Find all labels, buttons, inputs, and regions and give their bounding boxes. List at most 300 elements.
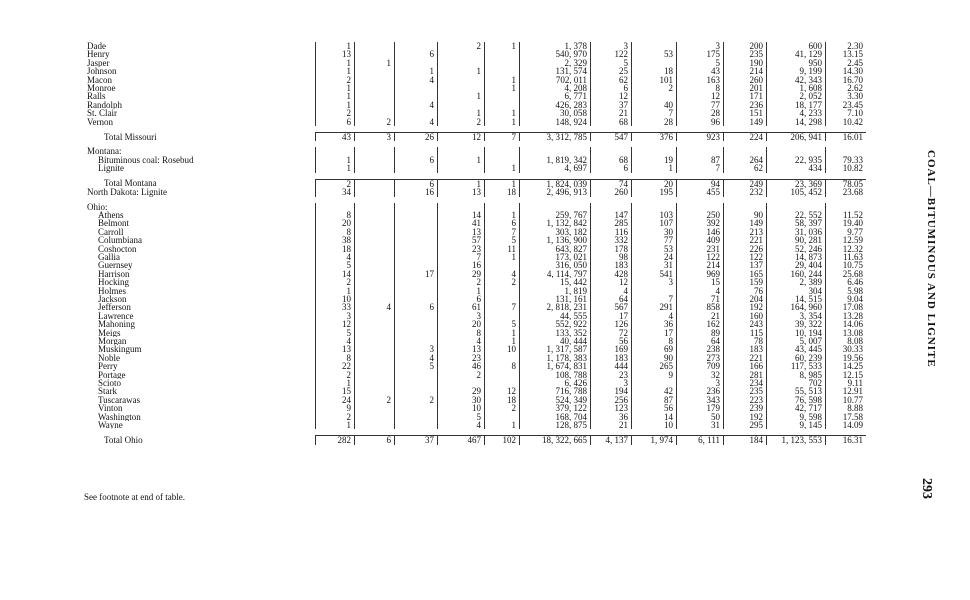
cell-col-1: 34	[316, 188, 355, 196]
cell-col-8: 4	[632, 312, 677, 320]
cell-col-5	[485, 50, 520, 58]
cell-col-1: 20	[316, 219, 355, 227]
cell-col-7: 68	[591, 118, 632, 126]
cell-col-3	[395, 84, 438, 92]
cell-col-9: 6, 111	[677, 436, 724, 445]
cell-col-12: 9.04	[826, 295, 867, 303]
cell-col-5: 2	[485, 404, 520, 412]
cell-col-6: 15, 442	[520, 278, 591, 286]
row-label: Carroll	[98, 227, 124, 237]
row-label: Portage	[98, 370, 126, 380]
cell-col-4: 30	[438, 396, 485, 404]
cell-col-3	[395, 228, 438, 236]
cell-col-3	[395, 211, 438, 219]
cell-col-10: 184	[724, 436, 767, 445]
table-row	[84, 345, 866, 353]
cell-col-12: 10.75	[826, 261, 867, 269]
cell-col-1: 10	[316, 295, 355, 303]
cell-col-7: 6	[591, 164, 632, 172]
cell-col-10: 200	[724, 42, 767, 50]
table-row	[84, 295, 866, 303]
cell-col-12: 16.01	[826, 133, 867, 142]
cell-col-6: 30, 058	[520, 109, 591, 117]
cell-col-8: 10	[632, 421, 677, 429]
cell-col-10: 78	[724, 337, 767, 345]
row-label: Noble	[98, 353, 120, 363]
cell-col-1: 1	[316, 156, 355, 164]
row-label: Ralls	[87, 92, 106, 101]
cell-col-11: 1, 123, 553	[767, 436, 826, 445]
cell-col-3	[395, 219, 438, 227]
cell-col-4: 57	[438, 236, 485, 244]
row-label: Total Montana	[104, 179, 157, 189]
cell-col-11: 164, 960	[767, 303, 826, 311]
cell-col-2: 6	[355, 436, 395, 445]
cell-col-5	[485, 67, 520, 75]
cell-col-6: 2, 329	[520, 59, 591, 67]
row-label: Total Ohio	[104, 435, 143, 445]
cell-col-11: 3, 354	[767, 312, 826, 320]
cell-col-6: 552, 922	[520, 320, 591, 328]
row-label: Total Missouri	[104, 132, 157, 142]
cell-col-12: 13.15	[826, 50, 867, 58]
row-label: Lignite	[98, 164, 124, 173]
cell-col-11: 14, 515	[767, 295, 826, 303]
cell-col-7: 4, 137	[591, 436, 632, 445]
cell-col-10: 213	[724, 228, 767, 236]
cell-col-11	[767, 203, 826, 211]
cell-col-5: 1	[485, 76, 520, 84]
cell-col-9: 28	[677, 109, 724, 117]
cell-col-9: 343	[677, 396, 724, 404]
cell-col-3	[395, 287, 438, 295]
cell-col-1: 2	[316, 109, 355, 117]
cell-col-1: 12	[316, 320, 355, 328]
cell-col-12: 79.33	[826, 156, 867, 164]
cell-col-11: 42, 343	[767, 76, 826, 84]
cell-col-1: 8	[316, 211, 355, 219]
cell-col-4: 1	[438, 156, 485, 164]
row-label: Stark	[98, 387, 117, 396]
cell-col-11: 600	[767, 42, 826, 50]
cell-col-12: 23.45	[826, 101, 867, 109]
cell-col-9: 455	[677, 188, 724, 196]
cell-col-7: 21	[591, 109, 632, 117]
cell-col-5: 7	[485, 133, 520, 142]
cell-col-12: 78.05	[826, 179, 867, 188]
running-head: COAL—BITUMINOUS AND LIGNITE	[925, 150, 937, 368]
row-label: Jefferson	[98, 303, 131, 312]
table-row	[84, 92, 866, 100]
cell-col-8: 7	[632, 295, 677, 303]
cell-col-7: 56	[591, 337, 632, 345]
cell-col-8	[632, 59, 677, 67]
cell-col-5: 6	[485, 219, 520, 227]
cell-col-2	[355, 147, 395, 155]
cell-col-2	[355, 109, 395, 117]
row-label: Columbiana	[98, 236, 142, 245]
table-row	[84, 50, 866, 58]
cell-col-12: 8.88	[826, 404, 867, 412]
cell-col-2	[355, 228, 395, 236]
cell-col-7: 116	[591, 228, 632, 236]
cell-col-3: 2	[395, 396, 438, 404]
cell-col-6: 643, 827	[520, 245, 591, 253]
cell-col-8: 28	[632, 118, 677, 126]
row-label: Perry	[98, 362, 118, 371]
cell-col-4: 2	[438, 42, 485, 50]
cell-col-4: 2	[438, 278, 485, 286]
cell-col-2	[355, 387, 395, 395]
cell-col-3: 4	[395, 118, 438, 126]
cell-col-9: 94	[677, 179, 724, 188]
cell-col-6: 3, 312, 785	[520, 133, 591, 142]
cell-col-1: 1	[316, 287, 355, 295]
cell-col-6: 6, 426	[520, 379, 591, 387]
cell-col-3	[395, 421, 438, 429]
cell-col-1: 1	[316, 164, 355, 172]
cell-col-9: 923	[677, 133, 724, 142]
cell-col-11: 52, 246	[767, 245, 826, 253]
row-label: Jackson	[98, 294, 127, 304]
cell-col-6: 133, 352	[520, 329, 591, 337]
cell-col-12: 10.77	[826, 396, 867, 404]
cell-col-3	[395, 236, 438, 244]
cell-col-6: 259, 767	[520, 211, 591, 219]
row-label: Guernsey	[98, 261, 133, 270]
cell-col-7	[591, 147, 632, 155]
cell-col-10: 201	[724, 84, 767, 92]
row-label: North Dakota: Lignite	[87, 188, 167, 197]
table-row	[84, 76, 866, 84]
cell-col-7: 12	[591, 92, 632, 100]
cell-col-6: 1, 317, 587	[520, 345, 591, 353]
row-label: Jasper	[87, 58, 110, 68]
cell-col-11: 22, 935	[767, 156, 826, 164]
cell-col-10: 204	[724, 295, 767, 303]
cell-col-10: 249	[724, 179, 767, 188]
table-row	[84, 261, 866, 269]
cell-col-12: 25.68	[826, 270, 867, 278]
cell-col-6: 1, 378	[520, 42, 591, 50]
cell-col-3	[395, 147, 438, 155]
cell-col-2	[355, 379, 395, 387]
cell-col-8: 53	[632, 245, 677, 253]
page-number: 293	[919, 478, 934, 499]
cell-col-6: 2, 496, 913	[520, 188, 591, 196]
cell-col-8: 36	[632, 320, 677, 328]
table-row	[84, 362, 866, 370]
cell-col-9: 238	[677, 345, 724, 353]
cell-col-7: 122	[591, 50, 632, 58]
cell-col-7: 25	[591, 67, 632, 75]
cell-col-10	[724, 203, 767, 211]
cell-col-9: 392	[677, 219, 724, 227]
cell-col-5: 7	[485, 228, 520, 236]
cell-col-9: 122	[677, 253, 724, 261]
cell-col-4	[438, 203, 485, 211]
cell-col-9: 64	[677, 337, 724, 345]
cell-col-10: 281	[724, 371, 767, 379]
cell-col-6: 108, 788	[520, 371, 591, 379]
cell-col-7: 147	[591, 211, 632, 219]
cell-col-2	[355, 156, 395, 164]
cell-col-5: 1	[485, 329, 520, 337]
cell-col-6: 1, 178, 383	[520, 354, 591, 362]
row-label: Tuscarawas	[98, 395, 141, 405]
cell-col-10: 171	[724, 92, 767, 100]
cell-col-11: 206, 941	[767, 133, 826, 142]
cell-col-2	[355, 76, 395, 84]
cell-col-9: 77	[677, 101, 724, 109]
cell-col-4: 46	[438, 362, 485, 370]
cell-col-1: 8	[316, 228, 355, 236]
cell-col-11: 55, 513	[767, 387, 826, 395]
cell-col-11: 43, 445	[767, 345, 826, 353]
cell-col-1: 15	[316, 387, 355, 395]
cell-col-12: 7.10	[826, 109, 867, 117]
cell-col-9: 89	[677, 329, 724, 337]
row-label: Holmes	[98, 286, 126, 295]
table-row	[84, 156, 866, 164]
cell-col-3	[395, 404, 438, 412]
table-row	[84, 287, 866, 295]
cell-col-2	[355, 92, 395, 100]
cell-col-10: 151	[724, 109, 767, 117]
cell-col-5: 2	[485, 278, 520, 286]
cell-col-7: 183	[591, 261, 632, 269]
cell-col-1: 1	[316, 42, 355, 50]
cell-col-7: 68	[591, 156, 632, 164]
table-row	[84, 147, 866, 155]
cell-col-6: 44, 555	[520, 312, 591, 320]
cell-col-11: 2, 389	[767, 278, 826, 286]
cell-col-10: 239	[724, 404, 767, 412]
cell-col-7: 169	[591, 345, 632, 353]
table-row	[84, 404, 866, 412]
cell-col-3: 1	[395, 67, 438, 75]
row-label: Morgan	[98, 337, 127, 346]
table-row	[84, 312, 866, 320]
cell-col-8: 541	[632, 270, 677, 278]
cell-col-6: 1, 674, 831	[520, 362, 591, 370]
cell-col-1: 2	[316, 76, 355, 84]
cell-col-12: 11.63	[826, 253, 867, 261]
cell-col-3: 37	[395, 436, 438, 445]
cell-col-8: 1	[632, 164, 677, 172]
table-row	[84, 270, 866, 278]
cell-col-6: 1, 136, 900	[520, 236, 591, 244]
cell-col-9: 273	[677, 354, 724, 362]
cell-col-8: 53	[632, 50, 677, 58]
cell-col-4: 3	[438, 312, 485, 320]
cell-col-12: 17.08	[826, 303, 867, 311]
cell-col-5: 7	[485, 303, 520, 311]
cell-col-3: 3	[395, 345, 438, 353]
cell-col-6: 303, 182	[520, 228, 591, 236]
cell-col-4: 13	[438, 188, 485, 196]
cell-col-2	[355, 211, 395, 219]
table-row	[84, 109, 866, 117]
cell-col-1: 5	[316, 261, 355, 269]
row-label: Lawrence	[98, 311, 134, 321]
cell-col-9: 3	[677, 42, 724, 50]
cell-col-1: 33	[316, 303, 355, 311]
cell-col-7: 36	[591, 413, 632, 421]
cell-col-11: 8, 985	[767, 371, 826, 379]
cell-col-9: 5	[677, 59, 724, 67]
cell-col-5: 12	[485, 387, 520, 395]
cell-col-5	[485, 101, 520, 109]
cell-col-4: 8	[438, 329, 485, 337]
cell-col-10: 122	[724, 253, 767, 261]
cell-col-5: 1	[485, 118, 520, 126]
row-label: Gallia	[98, 252, 120, 262]
table-row	[84, 320, 866, 328]
cell-col-10: 232	[724, 188, 767, 196]
cell-col-1: 1	[316, 421, 355, 429]
cell-col-9: 214	[677, 261, 724, 269]
total-row	[84, 133, 866, 142]
cell-col-1: 1	[316, 101, 355, 109]
cell-col-8: 40	[632, 101, 677, 109]
cell-col-12: 14.30	[826, 67, 867, 75]
cell-col-4: 61	[438, 303, 485, 311]
row-label: Ohio:	[87, 202, 108, 211]
cell-col-11: 702	[767, 379, 826, 387]
cell-col-1: 13	[316, 345, 355, 353]
cell-col-3	[395, 337, 438, 345]
cell-col-2	[355, 404, 395, 412]
cell-col-2	[355, 337, 395, 345]
cell-col-6: 702, 011	[520, 76, 591, 84]
cell-col-8: 103	[632, 211, 677, 219]
cell-col-12: 12.15	[826, 371, 867, 379]
cell-col-6: 4, 208	[520, 84, 591, 92]
cell-col-2	[355, 245, 395, 253]
cell-col-9: 32	[677, 371, 724, 379]
cell-col-7: 123	[591, 404, 632, 412]
cell-col-12: 16.70	[826, 76, 867, 84]
cell-col-10: 137	[724, 261, 767, 269]
cell-col-7: 332	[591, 236, 632, 244]
cell-col-7	[591, 203, 632, 211]
cell-col-6: 379, 122	[520, 404, 591, 412]
coal-statistics-table	[84, 42, 866, 445]
cell-col-6: 131, 574	[520, 67, 591, 75]
cell-col-9: 43	[677, 67, 724, 75]
cell-col-2: 3	[355, 133, 395, 142]
cell-col-12: 12.32	[826, 245, 867, 253]
cell-col-12: 14.09	[826, 421, 867, 429]
cell-col-5	[485, 261, 520, 269]
cell-col-5: 11	[485, 245, 520, 253]
cell-col-1: 3	[316, 312, 355, 320]
cell-col-10: 183	[724, 345, 767, 353]
cell-col-8: 17	[632, 329, 677, 337]
table-row	[84, 337, 866, 345]
cell-col-4: 14	[438, 211, 485, 219]
cell-col-5	[485, 371, 520, 379]
cell-col-4: 2	[438, 371, 485, 379]
cell-col-11: 304	[767, 287, 826, 295]
cell-col-3	[395, 329, 438, 337]
cell-col-2	[355, 101, 395, 109]
row-label: Meigs	[98, 328, 121, 337]
table-row	[84, 303, 866, 311]
row-label: Muskingum	[98, 345, 142, 354]
cell-col-7: 74	[591, 179, 632, 188]
cell-col-7: 547	[591, 133, 632, 142]
table-row	[84, 228, 866, 236]
cell-col-3	[395, 253, 438, 261]
cell-col-5: 1	[485, 109, 520, 117]
cell-col-11: 4, 233	[767, 109, 826, 117]
row-label: Henry	[87, 50, 110, 59]
cell-col-3	[395, 261, 438, 269]
cell-col-3: 4	[395, 101, 438, 109]
cell-col-2	[355, 42, 395, 50]
row-label: St. Clair	[87, 109, 118, 118]
cell-col-6	[520, 147, 591, 155]
cell-col-8: 376	[632, 133, 677, 142]
cell-col-2	[355, 253, 395, 261]
cell-col-6: 524, 349	[520, 396, 591, 404]
cell-col-4: 20	[438, 320, 485, 328]
table-row	[84, 84, 866, 92]
cell-col-11	[767, 147, 826, 155]
row-label: Randolph	[87, 100, 122, 110]
cell-col-5	[485, 379, 520, 387]
cell-col-3: 4	[395, 76, 438, 84]
cell-col-9: 31	[677, 421, 724, 429]
cell-col-11: 1, 608	[767, 84, 826, 92]
cell-col-8: 107	[632, 219, 677, 227]
cell-col-1: 1	[316, 84, 355, 92]
total-row	[84, 436, 866, 445]
cell-col-3	[395, 92, 438, 100]
cell-col-2	[355, 320, 395, 328]
cell-col-12: 5.98	[826, 287, 867, 295]
cell-col-3	[395, 320, 438, 328]
cell-col-11: 105, 452	[767, 188, 826, 196]
cell-col-7: 178	[591, 245, 632, 253]
cell-col-12: 19.56	[826, 354, 867, 362]
cell-col-9: 231	[677, 245, 724, 253]
row-label: Vernon	[87, 117, 113, 127]
row-label: Bituminous coal: Rosebud	[98, 155, 194, 165]
cell-col-11: 29, 404	[767, 261, 826, 269]
cell-col-11: 2, 052	[767, 92, 826, 100]
cell-col-4: 4	[438, 421, 485, 429]
cell-col-12: 9.77	[826, 228, 867, 236]
cell-col-7: 21	[591, 421, 632, 429]
cell-col-11: 9, 199	[767, 67, 826, 75]
cell-col-10: 234	[724, 379, 767, 387]
row-label: Coshocton	[98, 244, 137, 253]
cell-col-8: 19	[632, 156, 677, 164]
cell-col-9: 4	[677, 287, 724, 295]
cell-col-5	[485, 413, 520, 421]
cell-col-10: 221	[724, 354, 767, 362]
cell-col-7: 3	[591, 379, 632, 387]
cell-col-3: 6	[395, 156, 438, 164]
cell-col-10: 235	[724, 387, 767, 395]
row-label: Belmont	[98, 219, 129, 228]
cell-col-9: 3	[677, 379, 724, 387]
cell-col-11: 31, 036	[767, 228, 826, 236]
cell-col-12: 12.91	[826, 387, 867, 395]
